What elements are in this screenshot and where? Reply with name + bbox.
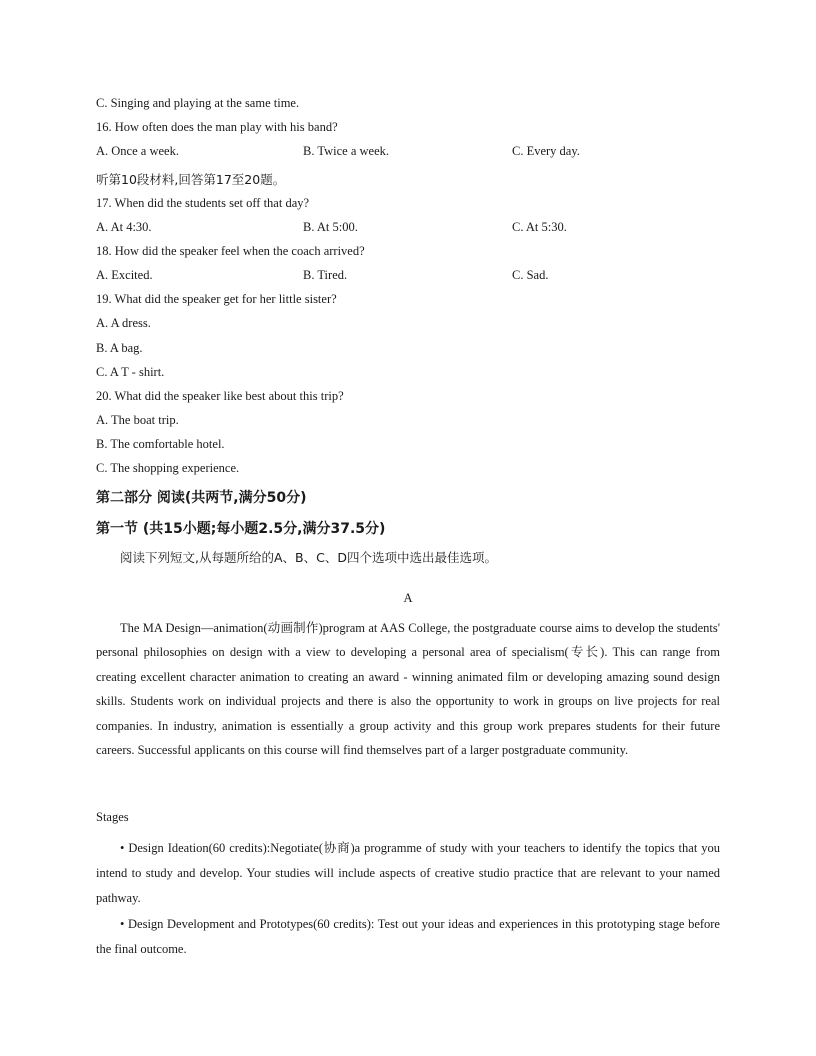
q16-option-c: C. Every day. bbox=[512, 144, 580, 158]
q19-question: 19. What did the speaker get for her little sister? bbox=[96, 292, 337, 306]
q19-option-a: A. A dress. bbox=[96, 316, 151, 330]
q19-option-b: B. A bag. bbox=[96, 341, 143, 355]
q16-option-a: A. Once a week. bbox=[96, 144, 179, 158]
q20-option-a: A. The boat trip. bbox=[96, 413, 179, 427]
q16-option-b: B. Twice a week. bbox=[303, 144, 390, 158]
q20-option-b: B. The comfortable hotel. bbox=[96, 437, 225, 451]
passage-label: A bbox=[403, 591, 413, 605]
section-one-heading: 第一节 (共15小题;每小题2.5分,满分37.5分) bbox=[96, 521, 386, 537]
part-two-heading: 第二部分 阅读(共两节,满分50分) bbox=[96, 490, 307, 506]
passage-paragraph: The MA Design—animation(动画制作)program at AAS College, the postgraduate course aims to develop the students' personal philosophies on design with a view to developing a personal area of specialism(专长). This can range from creating excellent character animation to creating an award - winning animated film or developing amazing sound design skills. Students work on individual projects and there is also the opportunity to work in groups on live projects for real companies. In industry, animation is essentially a group activity and this group work prepares students for their future careers. Successful applicants on this course will find themselves part of a larger postgraduate community. bbox=[96, 621, 720, 758]
q17-option-c: C. At 5:30. bbox=[512, 220, 567, 234]
q18-option-b: B. Tired. bbox=[303, 268, 348, 282]
section10-instruction: 听第10段材料,回答第17至20题。 bbox=[96, 172, 286, 187]
q17-question: 17. When did the students set off that day? bbox=[96, 196, 310, 210]
q17-option-a: A. At 4:30. bbox=[96, 220, 152, 234]
q17-option-b: B. At 5:00. bbox=[303, 220, 358, 234]
q16-question: 16. How often does the man play with his band? bbox=[96, 120, 338, 134]
q18-option-c: C. Sad. bbox=[512, 268, 549, 282]
stage-development: • Design Development and Prototypes(60 credits): Test out your ideas and experiences in this prototyping stage before the final outcome. bbox=[96, 917, 720, 956]
q19-option-c: C. A T - shirt. bbox=[96, 365, 165, 379]
q18-option-a: A. Excited. bbox=[96, 268, 153, 282]
q20-question: 20. What did the speaker like best about this trip? bbox=[96, 389, 344, 403]
q15-option-c: C. Singing and playing at the same time. bbox=[96, 96, 300, 110]
stage-ideation: • Design Ideation(60 credits):Negotiate(协商)a programme of study with your teachers to identify the topics that you intend to study and develop. Your studies will include aspects of creative studio practice that are relevant to your named pathway. bbox=[96, 841, 720, 905]
reading-instruction: 阅读下列短文,从每题所给的A、B、C、D四个选项中选出最佳选项。 bbox=[120, 550, 497, 565]
stages-title: Stages bbox=[96, 810, 129, 824]
q18-question: 18. How did the speaker feel when the coach arrived? bbox=[96, 244, 365, 258]
q20-option-c: C. The shopping experience. bbox=[96, 461, 240, 475]
